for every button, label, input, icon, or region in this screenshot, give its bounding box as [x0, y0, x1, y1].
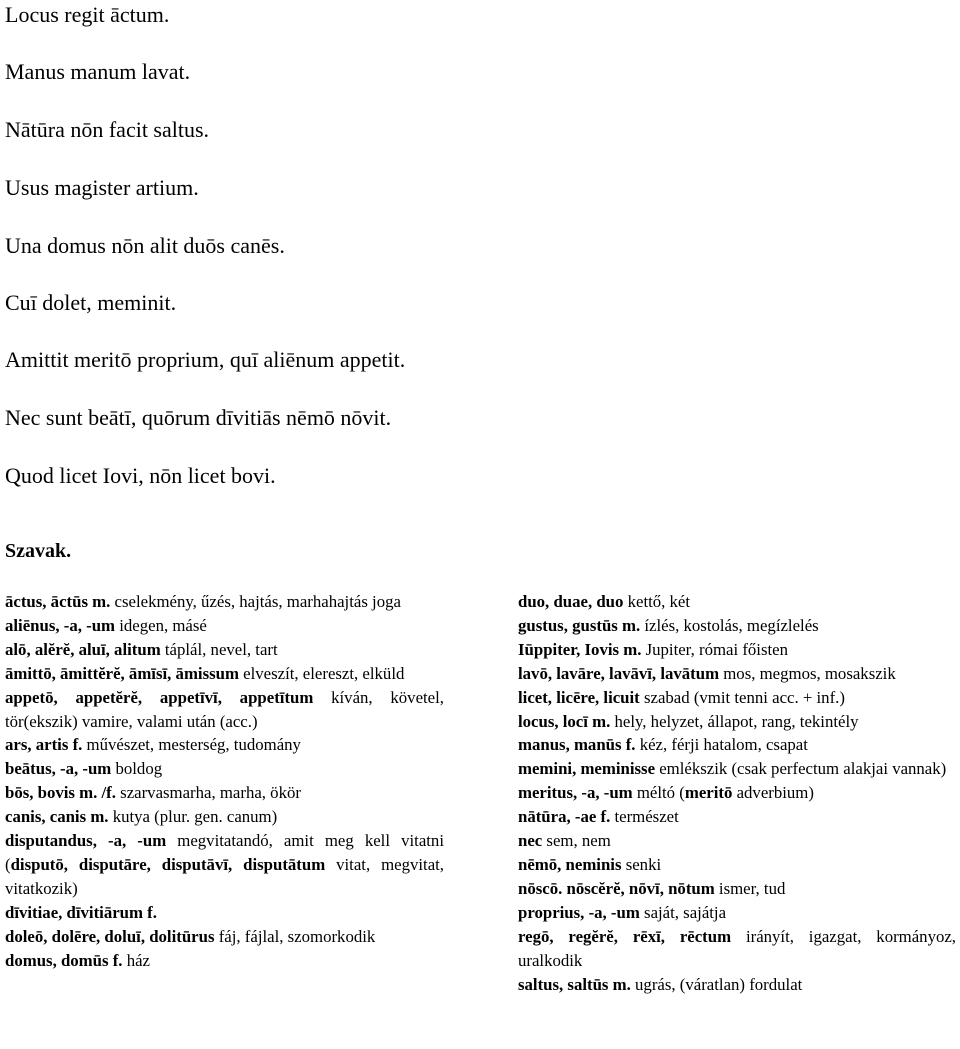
sentence: Nātūra nōn facit saltus.: [5, 117, 210, 142]
vocab-entry: [518, 614, 956, 638]
vocab-definition: emlékszik (csak perfectum alakjai vannak): [655, 759, 947, 779]
vocab-headword: domus, domūs f.: [5, 950, 123, 970]
vocab-definition: ismer, tud: [714, 878, 786, 898]
vocab-definition: ház: [122, 950, 150, 970]
vocab-entry: [5, 590, 444, 614]
vocab-definition: saját, sajátja: [639, 902, 727, 922]
sentence: Usus magister artium.: [5, 175, 199, 200]
vocab-entry: [5, 614, 444, 638]
vocab-entry: [518, 829, 956, 853]
vocab-entry: [518, 973, 956, 997]
vocab-definition: művészet, mesterség, tudomány: [82, 735, 301, 755]
sentence: Locus regit āctum.: [5, 2, 170, 27]
vocab-definition: boldog: [111, 759, 163, 779]
vocab-headword: Iūppiter, Iovis m.: [518, 639, 642, 659]
vocab-headword: locus, locī m.: [518, 711, 611, 731]
sentence: Amittit meritō proprium, quī aliēnum appetit.: [5, 347, 406, 372]
vocab-headword: nec: [518, 831, 543, 851]
vocab-headword: proprius, -a, -um: [518, 902, 640, 922]
vocab-headword: manus, manūs f.: [518, 735, 636, 755]
vocab-headword: aliēnus, -a, -um: [5, 615, 116, 635]
sentence: Una domus nōn alit duōs canēs.: [5, 233, 285, 258]
vocab-definition: cselekmény, űzés, hajtás, marhahajtás joga: [110, 592, 401, 611]
vocab-entry: [518, 757, 956, 781]
vocab-headword: licet, licēre, licuit: [518, 687, 640, 707]
sentence: Quod licet Iovi, nōn licet bovi.: [5, 463, 276, 488]
vocab-entry: [518, 662, 956, 686]
vocab-headword: lavō, lavāre, lavāvī, lavātum: [518, 663, 720, 683]
vocab-headword: ars, artis f.: [5, 735, 83, 755]
vocab-definition: megvitatandó, amit meg kell vitatni (: [5, 831, 444, 874]
vocab-definition: méltó (: [632, 783, 685, 803]
vocab-headword: āctus, āctūs m.: [5, 592, 111, 611]
vocab-entry: [5, 781, 444, 805]
vocab-definition: hely, helyzet, állapot, rang, tekintély: [610, 711, 859, 731]
vocab-entry: [518, 710, 956, 734]
vocab-entry: [5, 829, 444, 901]
vocab-definition: mos, megmos, mosakszik: [719, 663, 896, 683]
vocab-entry: [518, 638, 956, 662]
sentence: Manus manum lavat.: [5, 59, 191, 84]
vocab-entry: [518, 877, 956, 901]
vocab-entry: [518, 925, 956, 973]
vocab-definition: elveszít, elereszt, elküld: [238, 663, 405, 683]
vocab-entry: [518, 805, 956, 829]
vocab-entry: [5, 733, 444, 757]
vocab-definition: kéz, férji hatalom, csapat: [635, 735, 808, 755]
vocab-definition: idegen, másé: [115, 615, 207, 635]
vocab-headword: nēmō, neminis: [518, 854, 622, 874]
vocab-headword: nātūra, -ae f.: [518, 807, 611, 827]
section-heading: Szavak.: [5, 540, 72, 562]
vocab-column-left: [5, 590, 444, 973]
vocab-definition: irányít, igazgat, kormányoz, uralkodik: [518, 926, 956, 970]
vocab-entry: [5, 925, 444, 949]
vocab-definition: kíván, követel, tör(ekszik) vamire, valami után (acc.): [5, 687, 444, 731]
vocab-headword: dīvitiae, dīvitiārum f.: [5, 902, 157, 922]
vocab-entry: [5, 805, 444, 829]
vocab-definition: sem, nem: [542, 831, 611, 851]
vocab-headword: gustus, gustūs m.: [518, 615, 641, 635]
vocab-headword: meritus, -a, -um: [518, 783, 633, 803]
vocab-definition: kutya (plur. gen. canum): [108, 807, 278, 827]
vocab-definition: Jupiter, római főisten: [641, 639, 789, 659]
vocab-definition: természet: [610, 807, 679, 827]
vocab-definition: táplál, nevel, tart: [160, 639, 278, 659]
vocab-headword: alō, alĕrĕ, aluī, alitum: [5, 639, 161, 659]
vocab-headword: duo, duae, duo: [518, 592, 624, 611]
vocab-entry: [518, 853, 956, 877]
vocab-headword: meritō: [684, 783, 733, 803]
vocab-entry: [518, 781, 956, 805]
vocab-definition: szarvasmarha, marha, ökör: [115, 783, 301, 803]
vocab-headword: beātus, -a, -um: [5, 759, 112, 779]
vocab-column-right: [518, 590, 956, 996]
vocab-definition: szabad (vmit tenni acc. + inf.): [639, 687, 845, 707]
vocab-entry: [5, 686, 444, 734]
vocab-headword: disputandus, -a, -um: [5, 831, 167, 851]
vocab-definition: vitat, megvitat, vitatkozik): [5, 854, 444, 898]
vocab-headword: canis, canis m.: [5, 807, 109, 827]
vocab-entry: [5, 662, 444, 686]
vocab-headword: regō, regĕrĕ, rēxī, rēctum: [518, 926, 732, 946]
vocab-headword: appetō, appetĕrĕ, appetīvī, appetītum: [5, 687, 314, 707]
vocab-headword: āmittō, āmittĕrĕ, āmīsī, āmissum: [5, 663, 239, 683]
vocab-headword: doleō, dolēre, doluī, dolitūrus: [5, 926, 215, 946]
vocab-entry: [5, 949, 444, 973]
sentence: Nec sunt beātī, quōrum dīvitiās nēmō nōvit.: [5, 405, 392, 430]
vocab-entry: [518, 733, 956, 757]
vocab-entry: [518, 686, 956, 710]
vocab-entry: [518, 590, 956, 614]
vocab-definition: adverbium): [732, 783, 814, 803]
vocab-entry: [5, 638, 444, 662]
vocab-definition: ízlés, kostolás, megízlelés: [640, 615, 819, 635]
vocab-headword: disputō, disputāre, disputāvī, disputātum: [10, 854, 326, 874]
vocab-definition: ugrás, (váratlan) fordulat: [630, 974, 803, 994]
vocab-headword: nōscō. nōscĕrĕ, nōvī, nōtum: [518, 878, 715, 898]
vocab-definition: senki: [621, 854, 662, 874]
vocab-definition: fáj, fájlal, szomorkodik: [214, 926, 376, 946]
vocab-entry: [5, 901, 444, 925]
vocab-entry: [518, 901, 956, 925]
sentence: Cuī dolet, meminit.: [5, 290, 177, 315]
vocab-headword: bōs, bovis m. /f.: [5, 783, 116, 803]
vocab-definition: kettő, két: [623, 592, 691, 611]
vocab-entry: [5, 757, 444, 781]
vocab-headword: memini, meminisse: [518, 759, 656, 779]
vocab-headword: saltus, saltūs m.: [518, 974, 631, 994]
